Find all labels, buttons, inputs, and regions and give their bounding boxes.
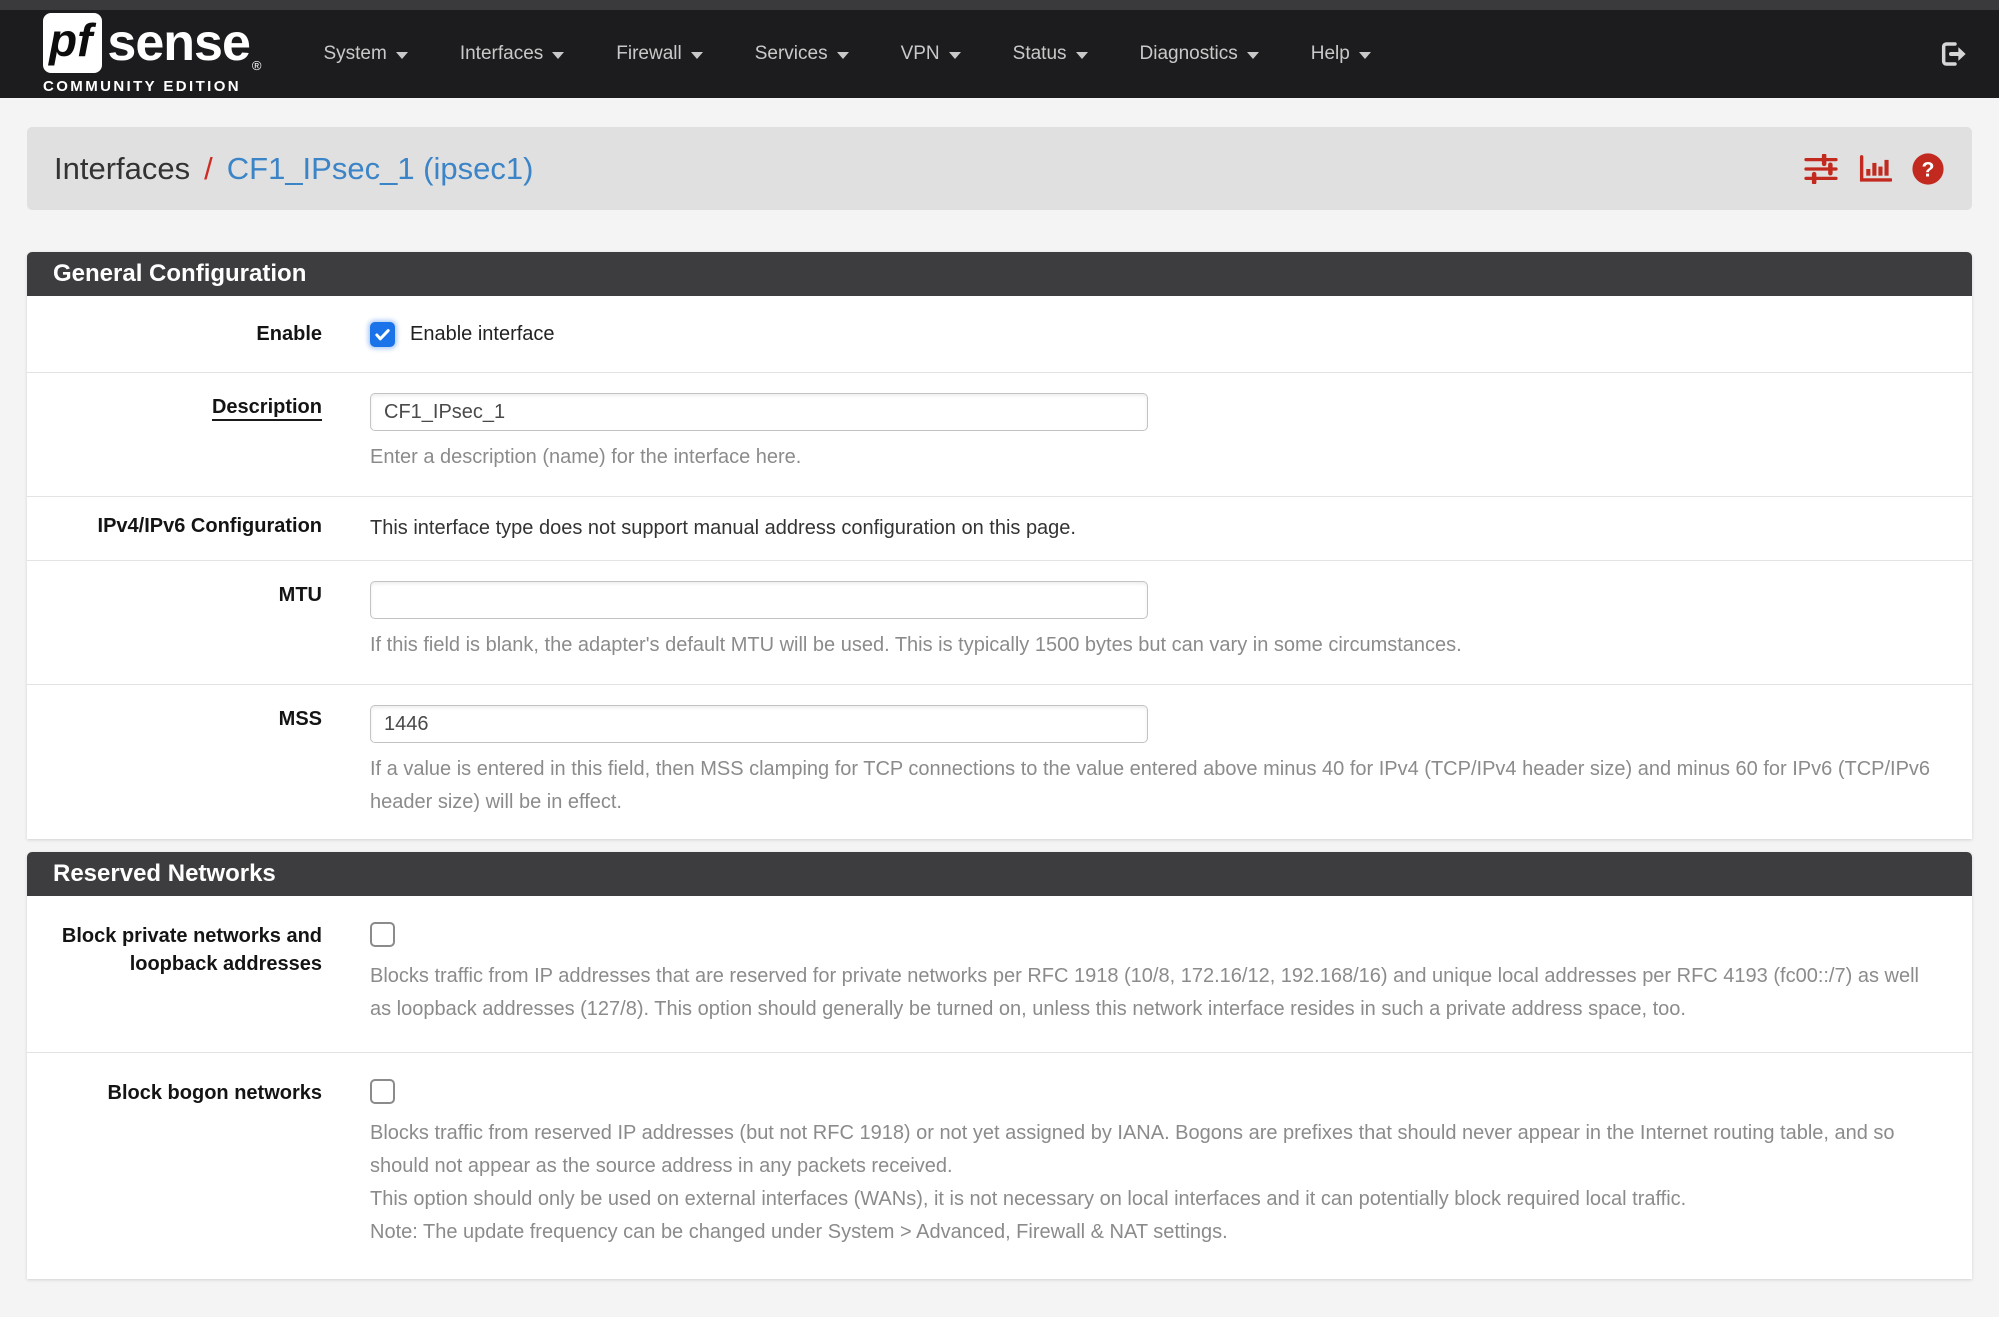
description-row [27, 373, 1972, 497]
breadcrumb-section[interactable]: Interfaces [54, 150, 191, 186]
main-navbar [0, 10, 1999, 98]
nav-item-interfaces[interactable]: Interfaces [434, 29, 590, 79]
svg-text:?: ? [1921, 156, 1935, 181]
mss-label: MSS [278, 708, 322, 730]
window-top-strip [0, 0, 1999, 10]
ip-configuration-label: IPv4/IPv6 Configuration [97, 515, 322, 537]
sign-out-icon [1935, 38, 1971, 70]
nav-item-diagnostics[interactable]: Diagnostics [1114, 29, 1285, 79]
chart-bar-icon[interactable] [1858, 154, 1892, 184]
enable-label: Enable [256, 323, 322, 345]
description-label: Description [212, 396, 322, 421]
block-bogon-row [27, 1053, 1972, 1279]
nav-item-status[interactable]: Status [987, 29, 1114, 79]
description-input[interactable] [370, 393, 1148, 431]
mss-help-text: If a value is entered in this field, then MSS clamping for TCP connections to the value entered above minus 40 for IPv4 (TCP/IPv4 header size) and minus 60 for IPv6 (TCP/IPv6 header size) will be in effect. [370, 758, 1931, 813]
chevron-down-icon [949, 52, 961, 59]
nav-menu [297, 29, 1935, 79]
ip-configuration-row [27, 497, 1972, 561]
nav-item-services[interactable]: Services [729, 29, 875, 79]
logout-button[interactable] [1935, 38, 1971, 70]
sliders-icon[interactable] [1803, 154, 1839, 184]
pfsense-logo[interactable] [43, 13, 261, 95]
block-bogon-help-text: Blocks traffic from reserved IP addresses (but not RFC 1918) or not yet assigned by IANA. Bogons are prefixes that should never appear in the Internet routing table, and so should not appear as the source address in any packets received. This option should only be used on external interfaces (WANs), it is not necessary on local interfaces and it can potentially block required local traffic. Note: The update frequency can be changed under System > Advanced, Firewall & NAT settings. [370, 1122, 1895, 1243]
mtu-input[interactable] [370, 581, 1148, 619]
enable-interface-checkbox[interactable] [370, 322, 395, 347]
mss-row [27, 685, 1972, 839]
nav-item-firewall[interactable]: Firewall [590, 29, 728, 79]
block-private-checkbox[interactable] [370, 922, 395, 947]
mtu-help-text: If this field is blank, the adapter's default MTU will be used. This is typically 1500 bytes but can vary in some circumstances. [370, 634, 1462, 656]
block-private-row [27, 896, 1972, 1053]
chevron-down-icon [1359, 52, 1371, 59]
block-private-help-text: Blocks traffic from IP addresses that are reserved for private networks per RFC 1918 (10/8, 172.16/12, 192.168/16) and unique local addresses per RFC 4193 (fc00::/7) as well as loopback addresses (127/8). This option should generally be turned on, unless this network interface resides in such a private address space, too. [370, 965, 1919, 1020]
nav-item-system[interactable]: System [297, 29, 433, 79]
panel-title-general: General Configuration [27, 252, 1972, 296]
chevron-down-icon [837, 52, 849, 59]
chevron-down-icon [396, 52, 408, 59]
checkmark-icon [372, 324, 393, 345]
community-edition-label: COMMUNITY EDITION [43, 78, 242, 95]
page-title [54, 151, 533, 187]
reserved-networks-panel [27, 852, 1972, 1279]
chevron-down-icon [1076, 52, 1088, 59]
sense-logo-text: sense [107, 14, 250, 72]
chevron-down-icon [691, 52, 703, 59]
mtu-label: MTU [278, 584, 322, 606]
ip-configuration-text: This interface type does not support manual address configuration on this page. [370, 517, 1076, 539]
mss-input[interactable] [370, 705, 1148, 743]
panel-title-reserved: Reserved Networks [27, 852, 1972, 896]
registered-mark: ® [251, 58, 262, 73]
pf-logo-box: pf [43, 13, 102, 73]
breadcrumb-separator: / [204, 150, 213, 186]
breadcrumb-page-link[interactable]: CF1_IPsec_1 (ipsec1) [226, 150, 534, 186]
block-bogon-label: Block bogon networks [107, 1082, 322, 1104]
enable-interface-label: Enable interface [410, 323, 555, 345]
block-private-label: Block private networks and loopback addresses [61, 925, 322, 975]
help-circle-icon[interactable] [1911, 152, 1945, 186]
general-configuration-panel [27, 252, 1972, 839]
nav-item-vpn[interactable]: VPN [875, 29, 987, 79]
chevron-down-icon [1247, 52, 1259, 59]
chevron-down-icon [552, 52, 564, 59]
breadcrumb [27, 127, 1972, 210]
block-bogon-checkbox[interactable] [370, 1079, 395, 1104]
nav-item-help[interactable]: Help [1285, 29, 1397, 79]
mtu-row [27, 561, 1972, 685]
description-help-text: Enter a description (name) for the interface here. [370, 446, 802, 468]
enable-row [27, 296, 1972, 373]
